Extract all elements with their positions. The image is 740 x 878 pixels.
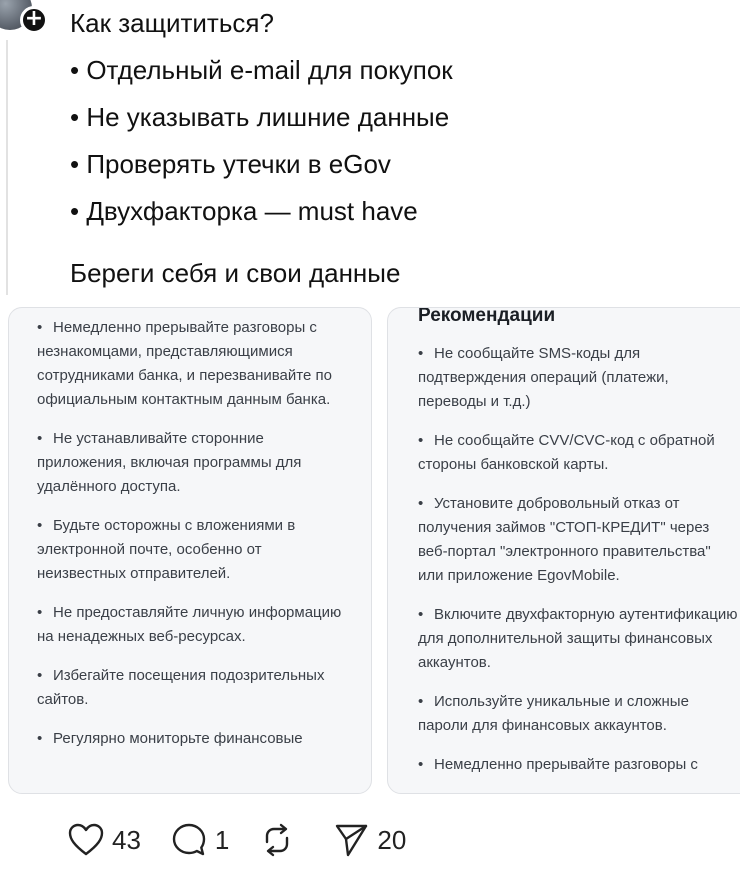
card-item: • Не устанавливайте сторонние приложения, включая программы для удалённого доступа. xyxy=(37,430,302,495)
card-item: • Немедленно прерывайте разговоры с xyxy=(418,756,698,773)
reply-button[interactable] xyxy=(171,822,229,858)
follow-button[interactable]: + xyxy=(20,6,48,34)
card-item: • Избегайте посещения подозрительных сайтов. xyxy=(37,667,325,708)
post-bullet: • Двухфакторка — must have xyxy=(70,196,418,226)
card-title: Рекомендации xyxy=(418,307,556,326)
share-button[interactable] xyxy=(333,822,406,858)
card-item: • Немедленно прерывайте разговоры с незнакомцами, представляющимися сотрудниками банка, и перезванивайте по официальным контактным данным банка. xyxy=(37,319,332,408)
card-content xyxy=(388,307,740,777)
post-closing: Береги себя и свои данные xyxy=(70,258,401,288)
reply-count: 1 xyxy=(214,824,230,855)
card-item: • Не сообщайте SMS-коды для подтверждения операций (платежи, переводы и т.д.) xyxy=(418,345,669,410)
author-avatar-group[interactable] xyxy=(0,0,50,34)
image-carousel[interactable] xyxy=(0,307,740,794)
like-button[interactable] xyxy=(68,823,141,857)
post-actions xyxy=(68,818,436,862)
send-icon xyxy=(333,822,369,858)
card-item: • Не предоставляйте личную информацию на ненадежных веб-ресурсах. xyxy=(37,604,342,645)
post-heading: Как защититься? xyxy=(70,8,274,38)
heart-icon xyxy=(68,823,104,857)
card-item: • Включите двухфакторную аутентификацию для дополнительной защиты финансовых аккаунтов. xyxy=(418,606,738,671)
comment-icon xyxy=(171,822,207,858)
image-card-left[interactable] xyxy=(8,307,372,794)
repost-button[interactable] xyxy=(259,822,303,858)
card-item: • Установите добровольный отказ от получения займов "СТОП-КРЕДИТ" через веб-портал "электронного правительства" или приложение EgovMobile. xyxy=(418,495,711,584)
repost-icon xyxy=(259,822,295,858)
card-item: • Используйте уникальные и сложные пароли для финансовых аккаунтов. xyxy=(418,693,689,734)
post-bullet: • Проверять утечки в eGov xyxy=(70,149,391,179)
card-item: • Регулярно мониторьте финансовые xyxy=(37,730,303,747)
post-bullet: • Не указывать лишние данные xyxy=(70,102,450,132)
card-item: • Будьте осторожны с вложениями в электронной почте, особенно от неизвестных отправителей. xyxy=(37,517,296,582)
share-count: 20 xyxy=(377,824,407,855)
post-bullet: • Отдельный e-mail для покупок xyxy=(70,55,453,85)
post-body xyxy=(70,0,730,297)
card-item: • Не сообщайте CVV/CVC-код с обратной стороны банковской карты. xyxy=(418,432,715,473)
thread-line xyxy=(6,40,8,295)
card-content xyxy=(9,308,371,751)
like-count: 43 xyxy=(112,824,141,855)
image-card-right[interactable] xyxy=(387,307,740,794)
